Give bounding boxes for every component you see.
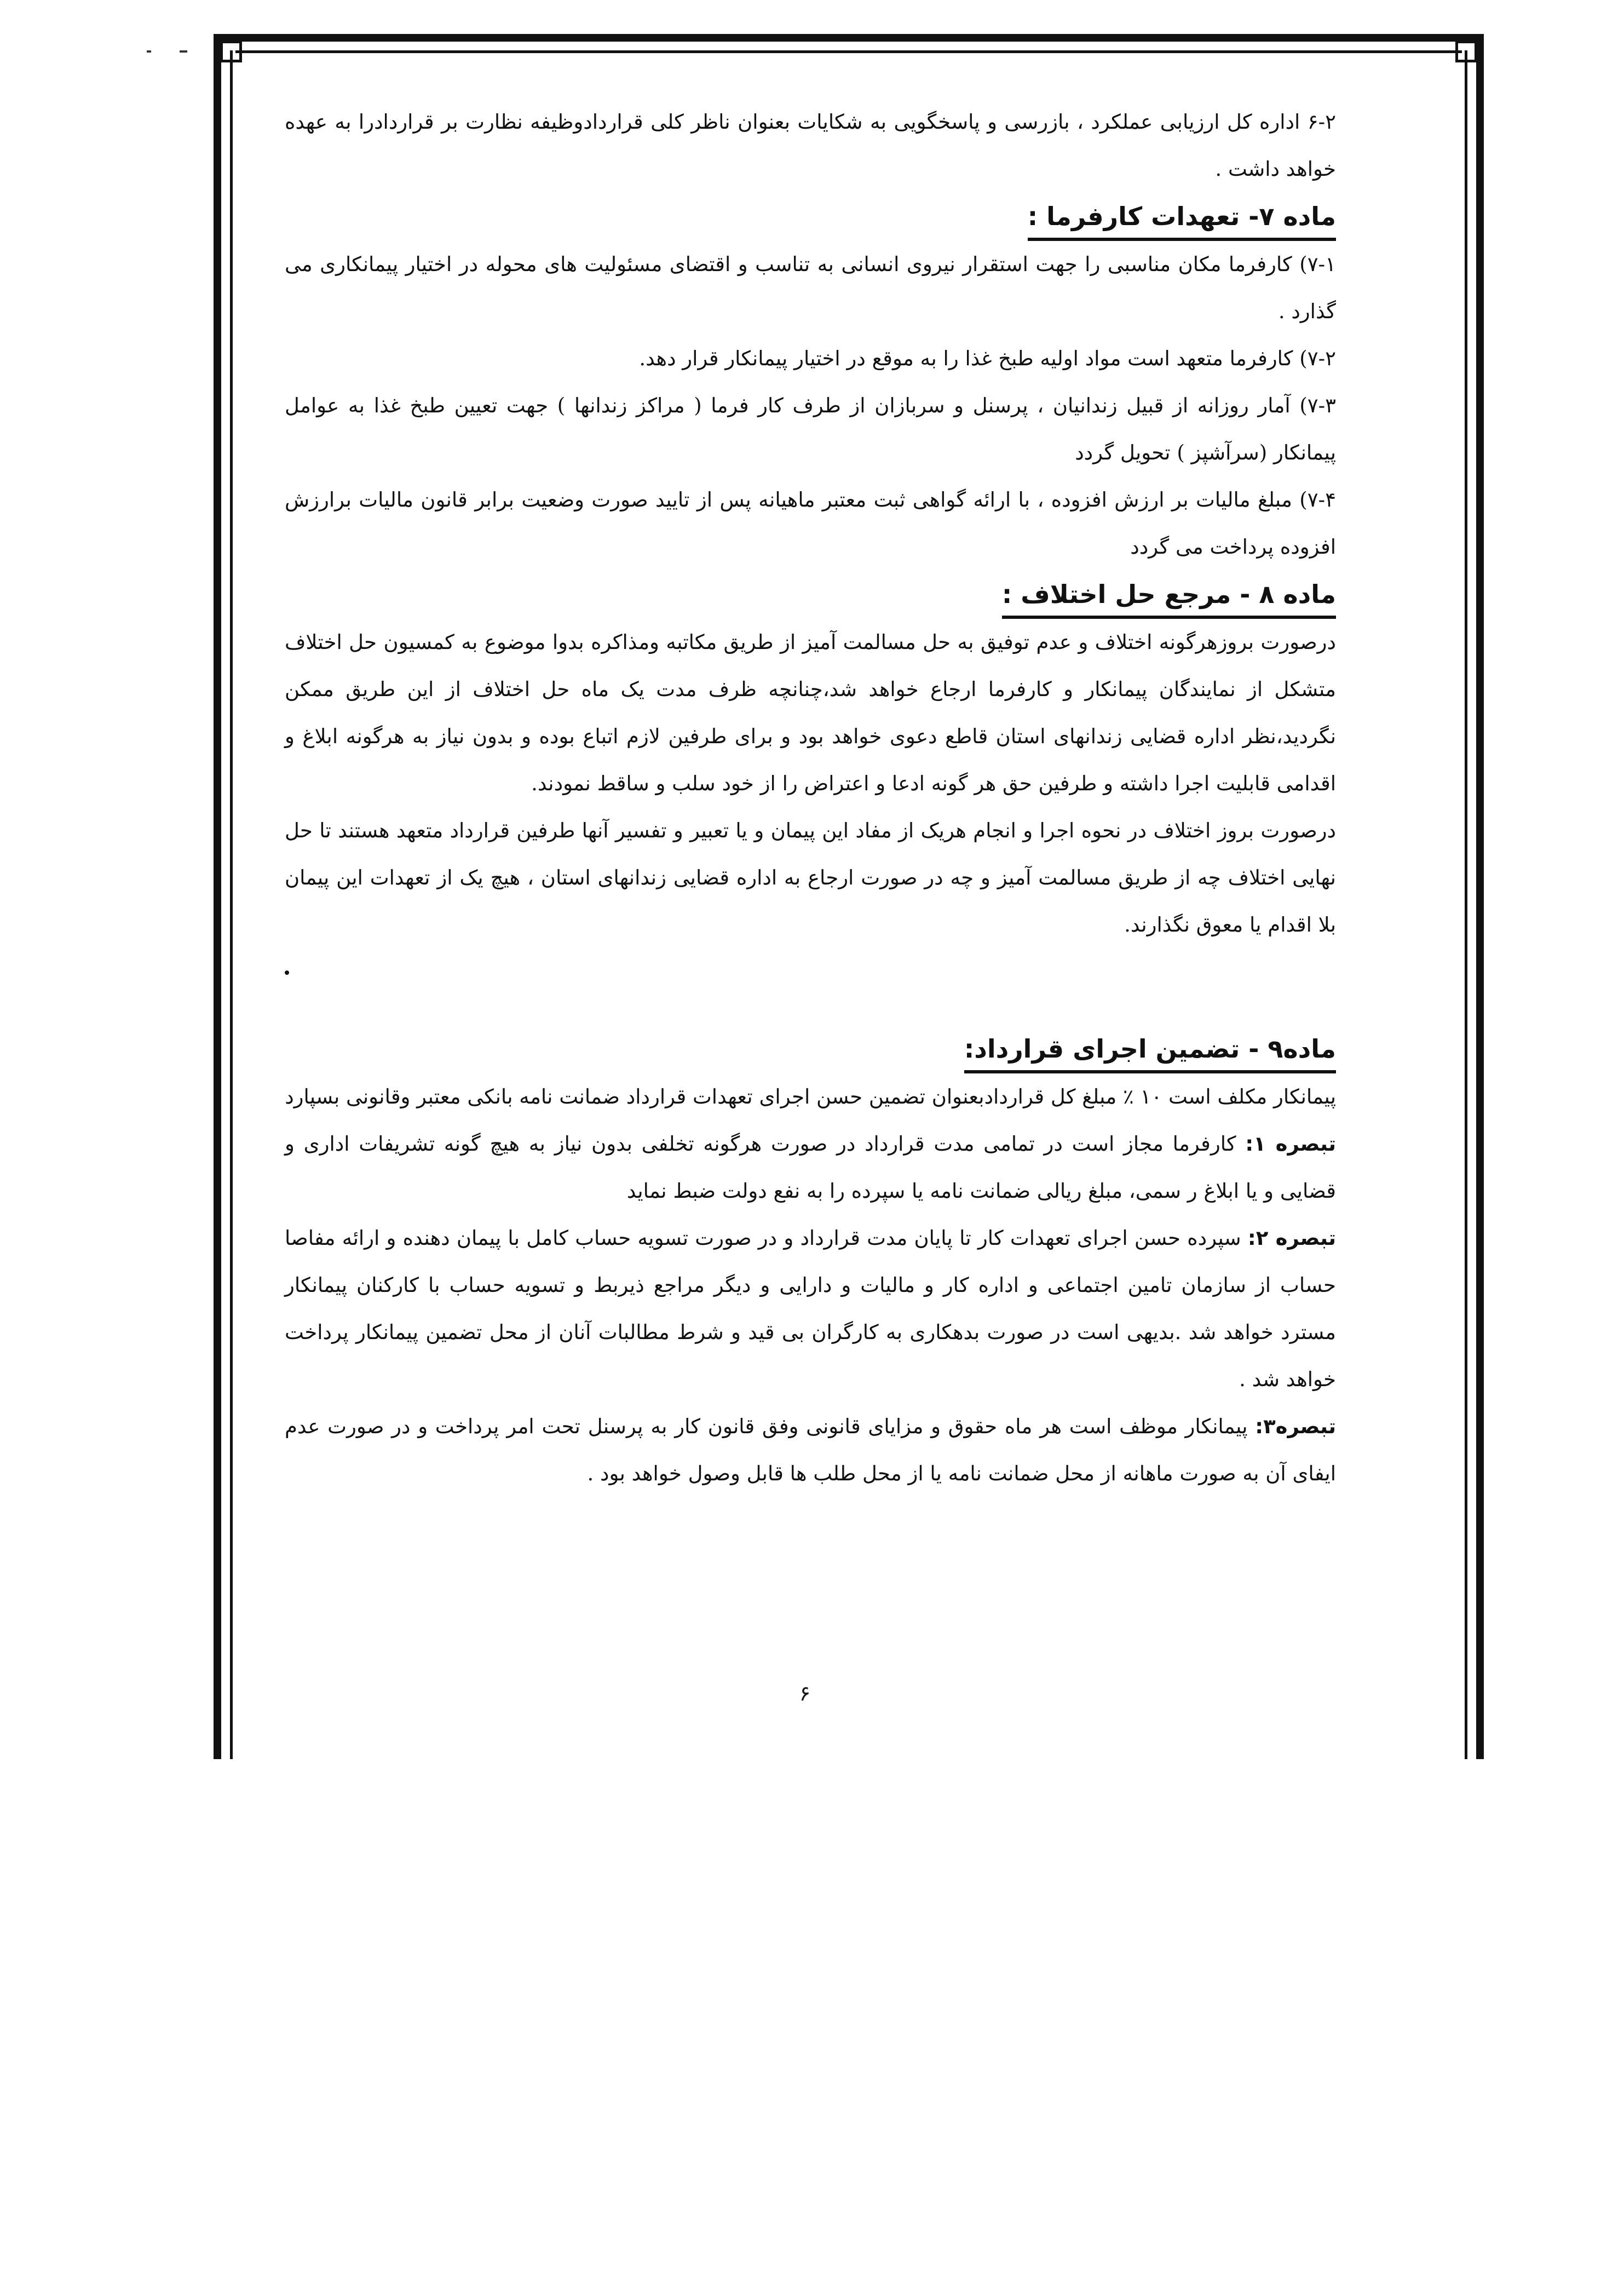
note-2-text: سپرده حسن اجرای تعهدات کار تا پایان مدت قرارداد و در صورت تسویه حساب کامل با پیمان دهنده و ارائه مفاصا حساب از سازمان تامین اجتماعی و اداره کار و مالیات و دارایی و دیگر مراجع ذیربط و تسویه حساب با کارکنان پیمانکار مسترد خواهد شد .بدیهی است در صورت بدهکاری به کارگران بی قید و شرط مطالبات آنان از محل تضمین پیمانکار پرداخت خواهد شد . [285, 1226, 1336, 1391]
note-3-text: پیمانکار موظف است هر ماه حقوق و مزایای قانونی وفق قانون کار به پرسنل تحت امر پرداخت و در صورت عدم ایفای آن به صورت ماهانه از محل ضمانت نامه یا از محل طلب ها قابل وصول خواهد بود . [285, 1415, 1336, 1485]
border-top-outer [214, 34, 1484, 42]
article-9-heading [285, 1025, 1336, 1073]
clause-7-4: ۷-۴) مبلغ مالیات بر ارزش افزوده ، با ارائه گواهی ثبت معتبر ماهیانه پس از تایید صورت وضعیت برابر قانون مالیات برارزش افزوده پرداخت می گردد [285, 488, 1336, 559]
stray-dot [285, 970, 289, 975]
scan-mark-2 [180, 50, 187, 53]
border-right-inner [1465, 50, 1467, 1759]
clause-7-3: ۷-۳) آمار روزانه از قبیل زندانیان ، پرسنل و سربازان از طرف کار فرما ( مراکز زندانها ) جهت تعیین طبخ غذا به عوامل پیمانکار (سرآشپز ) تحویل گردد [285, 394, 1336, 464]
document-body [285, 99, 1336, 1497]
note-1 [285, 1121, 1336, 1215]
article-8-paragraph-1: درصورت بروزهرگونه اختلاف و عدم توفیق به حل مسالمت آمیز از طریق مکاتبه ومذاکره بدوا موضوع به کمسیون حل اختلاف متشکل از نمایندگان پیمانکار و کارفرما ارجاع خواهد شد،چنانچه ظرف مدت یک ماه حل اختلاف از این طریق ممکن نگردید،نظر اداره قضایی زندانهای استان قاطع دعوی خواهد بود و برای طرفین لازم اتباع بوده و بدون نیاز به هرگونه ابلاغ و اقدامی قابلیت اجرا داشته و طرفین حق هر گونه ادعا و اعتراض را از خود سلب و ساقط نمودند. [285, 630, 1336, 795]
border-top-inner [235, 50, 1462, 53]
article-8-title: ماده ۸ - مرجع حل اختلاف : [1002, 573, 1336, 619]
border-left-inner [230, 50, 233, 1759]
note-2-label: تبصره ۲: [1247, 1226, 1336, 1250]
scan-mark-1 [147, 50, 151, 53]
page-number: ۶ [799, 1681, 811, 1705]
note-3 [285, 1403, 1336, 1497]
article-9-title: ماده۹ - تضمین اجرای قرارداد: [964, 1027, 1336, 1073]
section-spacer [285, 949, 1336, 1025]
clause-7-1: ۷-۱) کارفرما مکان مناسبی را جهت استقرار نیروی انسانی به تناسب و اقتضای مسئولیت های محوله در اختیار پیمانکاری می گذارد . [285, 252, 1336, 323]
article-8-heading [285, 571, 1336, 619]
corner-ornament-left [220, 41, 242, 62]
clause-7-2: ۷-۲) کارفرما متعهد است مواد اولیه طبخ غذا را به موقع در اختیار پیمانکار قرار دهد. [639, 347, 1336, 370]
article-7-title: ماده ۷- تعهدات کارفرما : [1028, 195, 1336, 241]
border-right-outer [1476, 34, 1484, 1759]
note-1-text: کارفرما مجاز است در تمامی مدت قرارداد در صورت هرگونه تخلفی بدون نیاز به هیچ گونه تشریفات اداری و قضایی و یا ابلاغ ر سمی، مبلغ ریالی ضمانت نامه یا سپرده را به نفع دولت ضبط نماید [285, 1132, 1336, 1203]
article-7-heading [285, 193, 1336, 241]
article-9-paragraph: پیمانکار مکلف است ۱۰ ٪ مبلغ کل قراردادبعنوان تضمین حسن اجرای تعهدات قرارداد ضمانت نامه بانکی معتبر وقانونی بسپارد [285, 1085, 1336, 1108]
clause-6-2: ۶-۲ اداره کل ارزیابی عملکرد ، بازرسی و پاسخگویی به شکایات بعنوان ناظر کلی قراردادوظیفه نظارت بر قراردادرا به عهده خواهد داشت . [285, 110, 1336, 181]
article-8-paragraph-2: درصورت بروز اختلاف در نحوه اجرا و انجام هریک از مفاد این پیمان و یا تعبیر و تفسیر آنها طرفین قرارداد متعهد هستند تا حل نهایی اختلاف چه از طریق مسالمت آمیز و چه در صورت ارجاع به اداره قضایی زندانهای استان ، هیچ یک از تعهدات این پیمان بلا اقدام یا معوق نگذارند. [285, 819, 1336, 937]
note-1-label: تبصره ۱: [1245, 1132, 1336, 1156]
note-2 [285, 1215, 1336, 1403]
corner-ornament-right [1455, 41, 1477, 62]
border-left-outer [214, 34, 221, 1759]
note-3-label: تبصره۳: [1255, 1415, 1336, 1438]
